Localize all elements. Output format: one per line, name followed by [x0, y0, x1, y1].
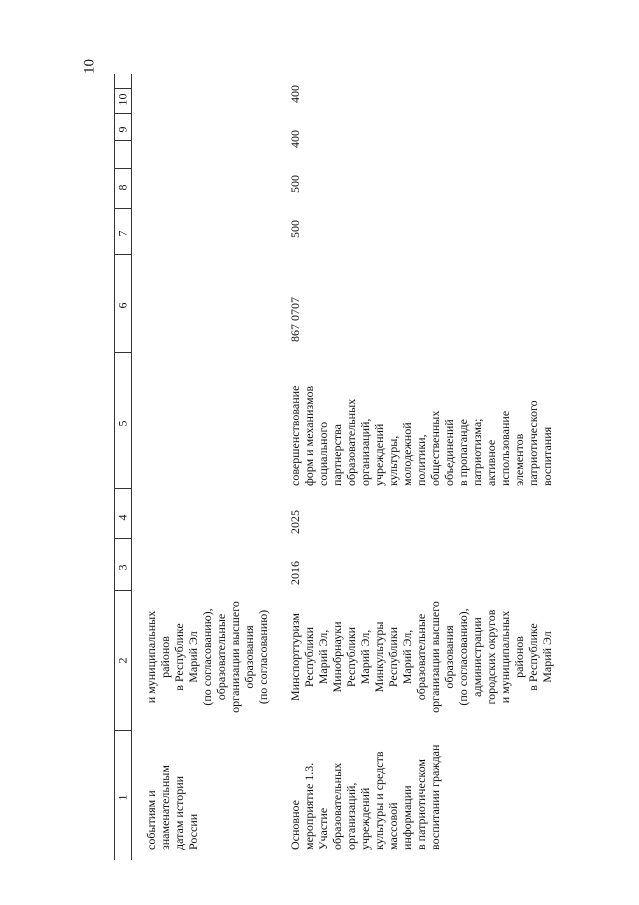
col-header-7: 7: [115, 230, 130, 237]
cell-line: культуры,: [386, 435, 400, 486]
col-sep: [114, 538, 131, 539]
col-header-4: 4: [115, 514, 130, 521]
cell-line: городских округов: [484, 609, 498, 705]
col-sep: [114, 168, 131, 169]
cell-line: общественных: [428, 410, 442, 486]
table-header-border: [131, 74, 132, 860]
cell-line: объединений: [442, 419, 456, 486]
cell-line: Республики: [344, 626, 358, 688]
main-row-start-year: 2016: [288, 561, 302, 585]
col-header-3: 3: [115, 564, 130, 571]
cell-line: Минкультуры: [372, 621, 386, 693]
cell-line: образовательные: [414, 613, 428, 701]
cell-line: России: [186, 813, 200, 850]
col-sep: [114, 730, 131, 731]
cell-line: Марий Эл,: [316, 629, 330, 685]
main-row-col10: 400: [288, 85, 302, 103]
cell-line: Республики: [386, 626, 400, 688]
cell-line: администрации: [470, 617, 484, 697]
cell-line: (по согласованию),: [456, 608, 470, 706]
cell-line: Минобрнауки: [330, 621, 344, 693]
cell-line: Основное: [288, 800, 302, 850]
cell-line: событиям и: [144, 790, 158, 850]
col-sep: [114, 488, 131, 489]
col-header-9: 9: [115, 126, 130, 133]
main-row-col9: 400: [288, 130, 302, 148]
col-sep: [114, 113, 131, 114]
col-sep: [114, 254, 131, 255]
col-header-2: 2: [115, 657, 130, 664]
cell-line: районов: [512, 636, 526, 678]
col-sep: [114, 352, 131, 353]
cell-line: патриотического: [526, 400, 540, 486]
cell-line: Минспорттуризм: [288, 612, 302, 702]
cell-line: датам истории: [172, 775, 186, 850]
cell-line: Марий Эл,: [400, 629, 414, 685]
col-sep: [114, 590, 131, 591]
cell-line: образовательных: [344, 398, 358, 486]
cell-line: знаменательным: [158, 765, 172, 850]
cont-row-col2: [144, 594, 270, 720]
cell-line: активное: [484, 439, 498, 486]
cell-line: учреждений: [372, 423, 386, 486]
col-sep: [114, 140, 131, 141]
cell-line: образования: [242, 625, 256, 689]
cell-line: информации: [400, 785, 414, 850]
cell-line: организаций,: [358, 418, 372, 486]
cell-line: Марий Эл: [186, 631, 200, 683]
cell-line: и муниципальных: [498, 610, 512, 704]
cell-line: организации высшего: [428, 601, 442, 713]
main-row-col5: [288, 354, 554, 486]
cell-line: образования: [442, 625, 456, 689]
cell-line: Республики: [302, 626, 316, 688]
cell-line: воспитания: [540, 426, 554, 486]
col-header-5: 5: [115, 420, 130, 427]
cell-line: образовательных: [330, 762, 344, 850]
col-sep: [114, 208, 131, 209]
cell-line: форм и механизмов: [302, 385, 316, 486]
main-row-col7: 500: [288, 220, 302, 238]
col-header-6: 6: [115, 302, 130, 309]
cell-line: Марий Эл: [540, 631, 554, 683]
cell-line: в пропаганде: [456, 419, 470, 486]
cell-line: Участие: [316, 807, 330, 850]
cell-line: организаций,: [344, 782, 358, 850]
cell-line: в Республике: [172, 623, 186, 691]
cell-line: культуры и средств: [372, 751, 386, 850]
cell-line: районов: [158, 636, 172, 678]
col-header-8: 8: [115, 184, 130, 191]
main-row-col2: [288, 594, 554, 720]
cell-line: массовой: [386, 802, 400, 850]
cell-line: совершенствование: [288, 385, 302, 486]
col-sep: [114, 88, 131, 89]
cont-row-col1: [144, 740, 200, 850]
main-row-col1: [288, 722, 442, 850]
cell-line: и муниципальных: [144, 610, 158, 704]
cell-line: Марий Эл,: [358, 629, 372, 685]
cell-line: (по согласованию): [256, 609, 270, 705]
cell-line: в Республике: [526, 623, 540, 691]
cell-line: патриотизма;: [470, 418, 484, 486]
cell-line: учреждений: [358, 787, 372, 850]
cell-line: партнерства: [330, 424, 344, 486]
cell-line: (по согласованию),: [200, 608, 214, 706]
main-row-col6: 867 0707: [288, 297, 302, 342]
main-row-end-year: 2025: [288, 510, 302, 534]
col-header-1: 1: [115, 794, 130, 801]
cell-line: политики,: [414, 434, 428, 486]
cell-line: социального: [316, 421, 330, 486]
cell-line: в патриотическом: [414, 759, 428, 850]
cell-line: организации высшего: [228, 601, 242, 713]
cell-line: мероприятие 1.3.: [302, 762, 316, 850]
main-row-col8: 500: [288, 175, 302, 193]
cell-line: воспитании граждан: [428, 744, 442, 850]
page-number: 10: [81, 59, 98, 74]
cell-line: элементов: [512, 433, 526, 486]
cell-line: образовательные: [214, 613, 228, 701]
col-header-10: 10: [115, 93, 130, 106]
cell-line: молодежной: [400, 422, 414, 486]
cell-line: использование: [498, 410, 512, 486]
